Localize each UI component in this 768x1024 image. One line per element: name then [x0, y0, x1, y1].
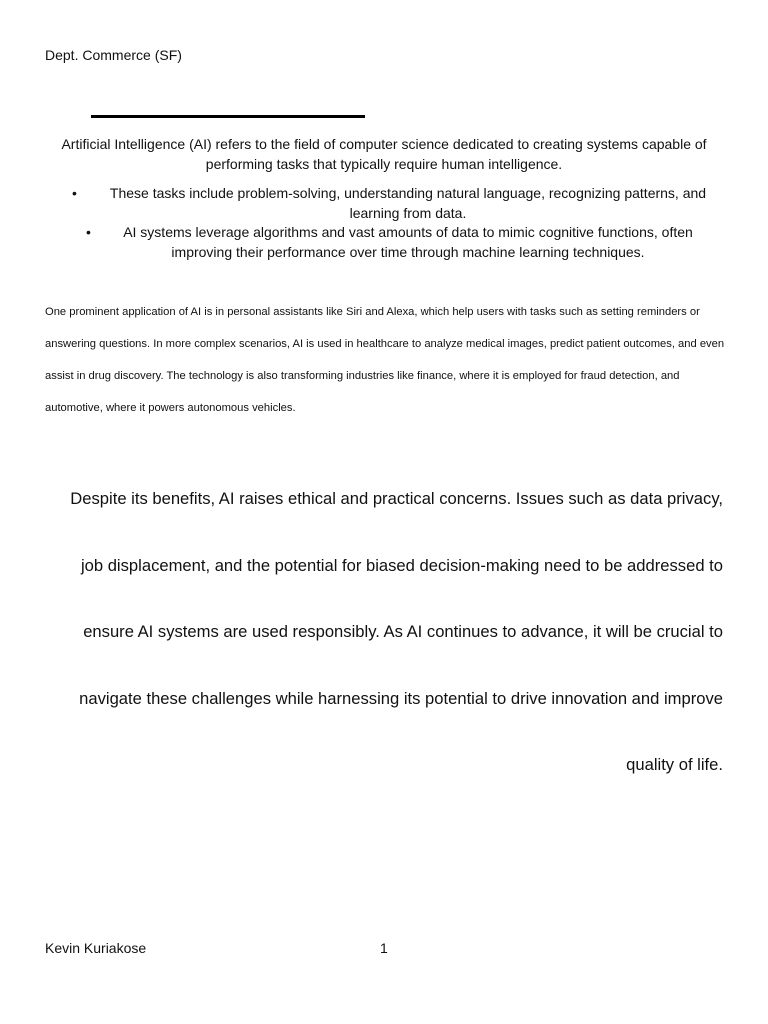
document-header: Dept. Commerce (SF) — [45, 47, 182, 63]
horizontal-rule — [91, 115, 365, 118]
page-number: 1 — [380, 940, 388, 956]
bullet-item — [72, 184, 720, 223]
intro-paragraph: Artificial Intelligence (AI) refers to the field of computer science dedicated to creating systems capable of performing tasks that typically require human intelligence. — [61, 136, 707, 172]
bullet-text: AI systems leverage algorithms and vast amounts of data to mimic cognitive functions, often improving their performance over time through machine learning techniques. — [123, 224, 693, 260]
applications-paragraph: One prominent application of AI is in personal assistants like Siri and Alexa, which help users with tasks such as setting reminders or answering questions. In more complex scenarios, AI is used in healthcare to analyze medical images, predict patient outcomes, and even assist in drug discovery. The technology is also transforming industries like finance, where it is employed for fraud detection, and automotive, where it powers autonomous vehicles. — [45, 306, 725, 414]
concerns-paragraph: Despite its benefits, AI raises ethical and practical concerns. Issues such as data privacy, job displacement, and the potential for biased decision-making need to be addressed to ensure AI systems are used responsibly. As AI continues to advance, it will be crucial to navigate these challenges while harnessing its potential to drive innovation and improve quality of life. — [70, 489, 723, 774]
bullet-dot-icon: • — [72, 185, 77, 201]
bullet-item — [86, 223, 706, 262]
bullet-list — [0, 184, 768, 262]
bullet-dot-icon: • — [86, 224, 91, 240]
bullet-text: These tasks include problem-solving, understanding natural language, recognizing patterns, and learning from data. — [109, 185, 707, 221]
footer-author: Kevin Kuriakose — [45, 940, 147, 956]
